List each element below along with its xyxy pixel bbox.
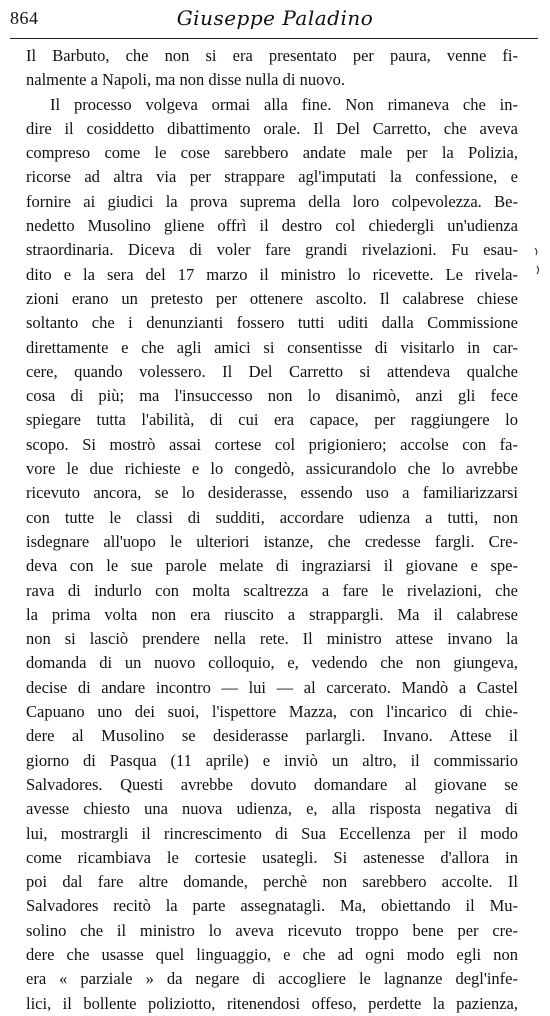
text-line: ricevuto ancora, se lo desiderasse, essendo uso a familiarizzarsi	[26, 483, 518, 503]
text-line: vore le due richieste e lo congedò, assicurandolo che lo avrebbe	[26, 459, 518, 479]
text-line: avesse chiesto una nuova udienza, e, alla risposta negativa di	[26, 799, 518, 819]
text-line: con tutte le classi di sudditi, accordare udienza a tutti, non	[26, 507, 518, 527]
text-line: Il Barbuto, che non si era presentato per paura, venne fi-	[26, 46, 518, 65]
text-line: straordinaria. Diceva di voler fare grandi rivelazioni. Fu esau-	[26, 240, 518, 260]
text-line: come ricambiava le cortesie usategli. Si astenesse d'allora in	[26, 847, 518, 867]
text-line: compreso come le cose sarebbero andate male per la Polizia,	[26, 143, 518, 163]
text-line: solino che il ministro lo aveva ricevuto troppo bene per cre-	[26, 920, 518, 940]
text-line: zioni erano un pretesto per ottenere ascolto. Il calabrese chiese	[26, 288, 518, 308]
text-line: spiegare tutta l'abilità, di cui era capace, per raggiungere lo	[26, 410, 518, 430]
text-line: Salvadores. Questi avrebbe dovuto domandare al giovane se	[26, 774, 518, 794]
text-line: deva con le sue parole melate di ingraziarsi il giovane e spe-	[26, 556, 518, 576]
text-line: rava di indurlo con molta scaltrezza a fare le rivelazioni, che	[26, 580, 518, 600]
text-line: poi dal fare altre domande, perchè non sarebbero accolte. Il	[26, 872, 518, 892]
text-line: lici, il bollente poliziotto, ritenendosi offeso, perdette la pazienza,	[26, 993, 518, 1013]
text-line: era « parziale » da negare di accogliere le lagnanze degl'infe-	[26, 969, 518, 989]
text-line: cosa di più; ma l'insuccesso non lo disanimò, anzi gli fece	[26, 386, 518, 406]
text-line: dere al Musolino se desiderasse parlargli. Invano. Attese il	[26, 726, 518, 746]
text-line: la prima volta non era riuscito a strappargli. Ma il calabrese	[26, 604, 518, 624]
text-line: ricorse ad altra via per strappare agl'imputati la confessione, e	[26, 167, 518, 187]
text-line: domanda di un nuovo colloquio, e, vedendo che non giungeva,	[26, 653, 518, 673]
text-line: dere che usasse quel linguaggio, e che ad ogni modo egli non	[26, 944, 518, 964]
text-line: scopo. Si mostrò assai cortese col prigioniero; accolse con fa-	[26, 434, 518, 454]
page-number: 864	[10, 8, 39, 28]
page-header	[0, 0, 550, 44]
text-line: non si lasciò prendere nella rete. Il ministro attese invano la	[26, 629, 518, 649]
text-line: giorno di Pasqua (11 aprile) e inviò un altro, il commissario	[26, 750, 518, 770]
text-line: Salvadores recitò la parte assegnatagli. Ma, obiettando il Mu-	[26, 896, 518, 916]
text-line: decise di andare incontro — lui — al carcerato. Mandò a Castel	[26, 677, 518, 697]
text-line: nedetto Musolino gliene offrì il destro col chiedergli un'udienza	[26, 216, 518, 236]
text-line: isdegnare all'uopo le ulteriori istanze, che credesse fargli. Cre-	[26, 531, 518, 551]
body-text	[26, 44, 518, 1016]
text-line: nalmente a Napoli, ma non disse nulla di nuovo.	[26, 70, 345, 90]
text-line: dire il cosiddetto dibattimento orale. Il Del Carretto, che aveva	[26, 118, 518, 138]
text-line: direttamente e che agli amici si consentisse di visitarlo in car-	[26, 337, 518, 357]
header-rule	[10, 38, 538, 39]
running-title: Giuseppe Paladino	[176, 6, 374, 30]
text-line: dito e la sera del 17 marzo il ministro lo ricevette. Le rivela-	[26, 264, 518, 284]
text-line: fornire ai giudici la prova suprema della loro colpevolezza. Be-	[26, 191, 518, 211]
text-line: lui, mostrargli il rincrescimento di Sua Eccellenza per il modo	[26, 823, 518, 843]
text-line: Capuano uno dei suoi, l'ispettore Mazza, con l'incarico di chie-	[26, 702, 518, 722]
text-line: Il processo volgeva ormai alla fine. Non rimaneva che in-	[50, 94, 518, 114]
text-line: cere, quando volessero. Il Del Carretto si attendeva qualche	[26, 361, 518, 381]
text-line: soltanto che i denunzianti fossero tutti uditi dalla Commissione	[26, 313, 518, 333]
margin-mark	[532, 246, 544, 276]
